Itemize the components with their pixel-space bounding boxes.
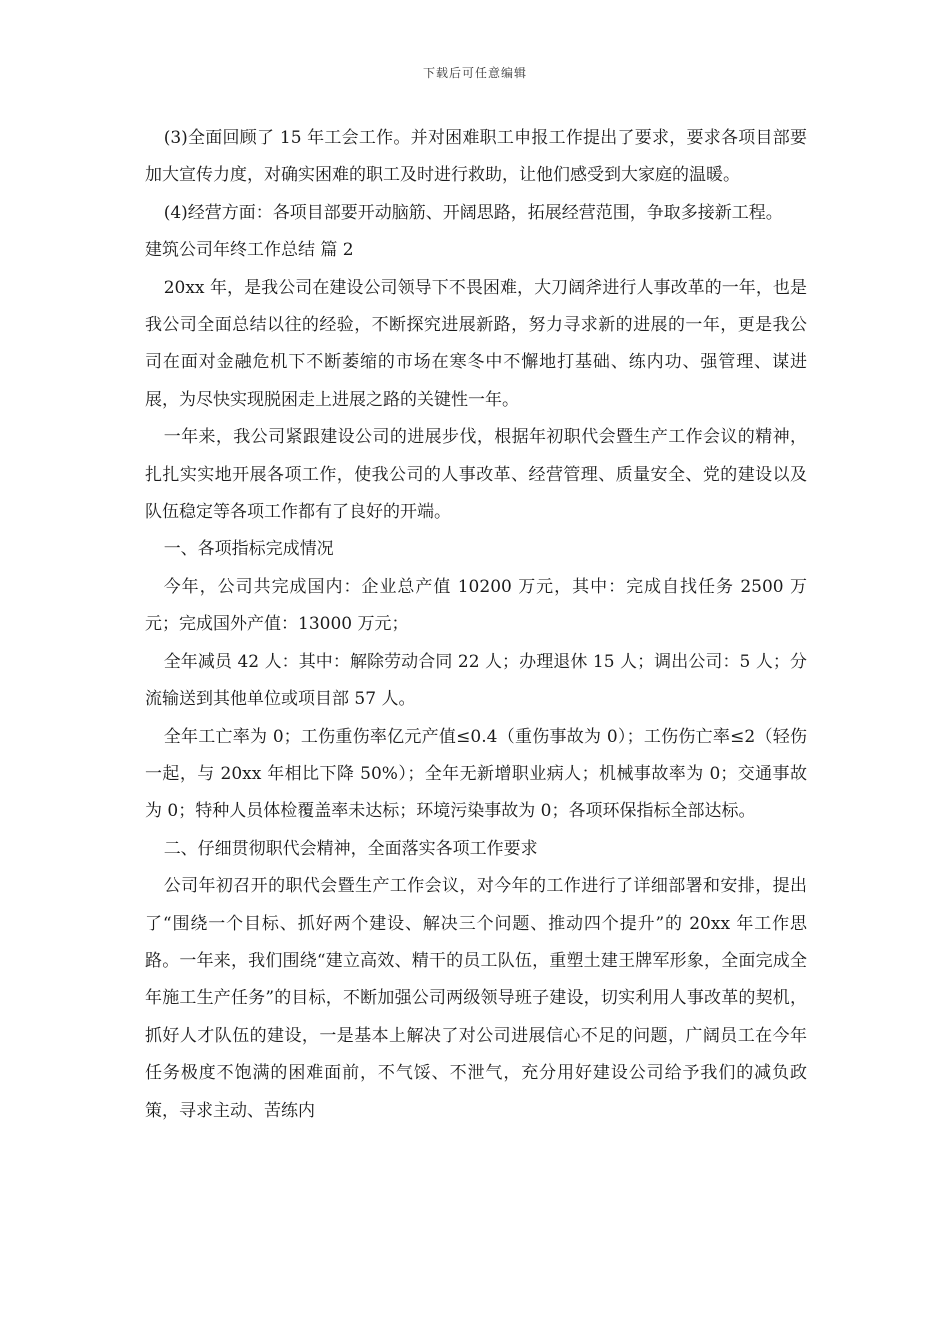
paragraph: 全年减员 42 人：其中：解除劳动合同 22 人；办理退休 15 人；调出公司：5 人；分流输送到其他单位或项目部 57 人。 (145, 651, 807, 710)
paragraph: (4)经营方面：各项目部要开动脑筋、开阔思路，拓展经营范围，争取多接新工程。 (163, 202, 783, 223)
document-body (145, 120, 807, 1130)
paragraph: 公司年初召开的职代会暨生产工作会议，对今年的工作进行了详细部署和安排，提出了“围绕一个目标、抓好两个建设、解决三个问题、推动四个提升”的 20xx 年工作思路。一年来，我们围绕“建立高效、精干的员工队伍，重塑土建王牌军形象，全面完成全年施工生产任务”的目标，不断加强公司两级领导班子建设，切实利用人事改革的契机，抓好人才队伍的建设，一是基本上解决了对公司进展信心不足的问题，广阔员工在今年任务极度不饱满的困难面前，不气馁、不泄气，充分用好建设公司给予我们的减负政策，寻求主动、苦练内 (145, 876, 807, 1121)
section-title: 建筑公司年终工作总结 篇 2 (145, 240, 354, 261)
subheading: 一、各项指标完成情况 (163, 539, 334, 560)
page-header: 下载后可任意编辑 (422, 66, 527, 80)
paragraph: 20xx 年，是我公司在建设公司领导下不畏困难，大刀阔斧进行人事改革的一年，也是我公司全面总结以往的经验，不断探究进展新路，努力寻求新的进展的一年，更是我公司在面对金融危机下不断萎缩的市场在寒冬中不懈地打基础、练内功、强管理、谋进展，为尽快实现脱困走上进展之路的关键性一年。 (145, 277, 807, 410)
paragraph: 一年来，我公司紧跟建设公司的进展步伐，根据年初职代会暨生产工作会议的精神，扎扎实实地开展各项工作，使我公司的人事改革、经营管理、质量安全、党的建设以及队伍稳定等各项工作都有了良好的开端。 (145, 427, 807, 523)
subheading: 二、仔细贯彻职代会精神，全面落实各项工作要求 (163, 838, 538, 859)
paragraph: (3)全面回顾了 15 年工会工作。并对困难职工申报工作提出了要求，要求各项目部要加大宣传力度，对确实困难的职工及时进行救助，让他们感受到大家庭的温暖。 (145, 128, 807, 186)
paragraph: 今年，公司共完成国内：企业总产值 10200 万元，其中：完成自找任务 2500 万元；完成国外产值：13000 万元； (145, 576, 807, 635)
paragraph: 全年工亡率为 0；工伤重伤率亿元产值≤0.4（重伤事故为 0）；工伤伤亡率≤2（轻伤一起，与 20xx 年相比下降 50%）；全年无新增职业病人；机械事故率为 0；交通事故为 0；特种人员体检覆盖率未达标；环境污染事故为 0；各项环保指标全部达标。 (145, 726, 807, 822)
